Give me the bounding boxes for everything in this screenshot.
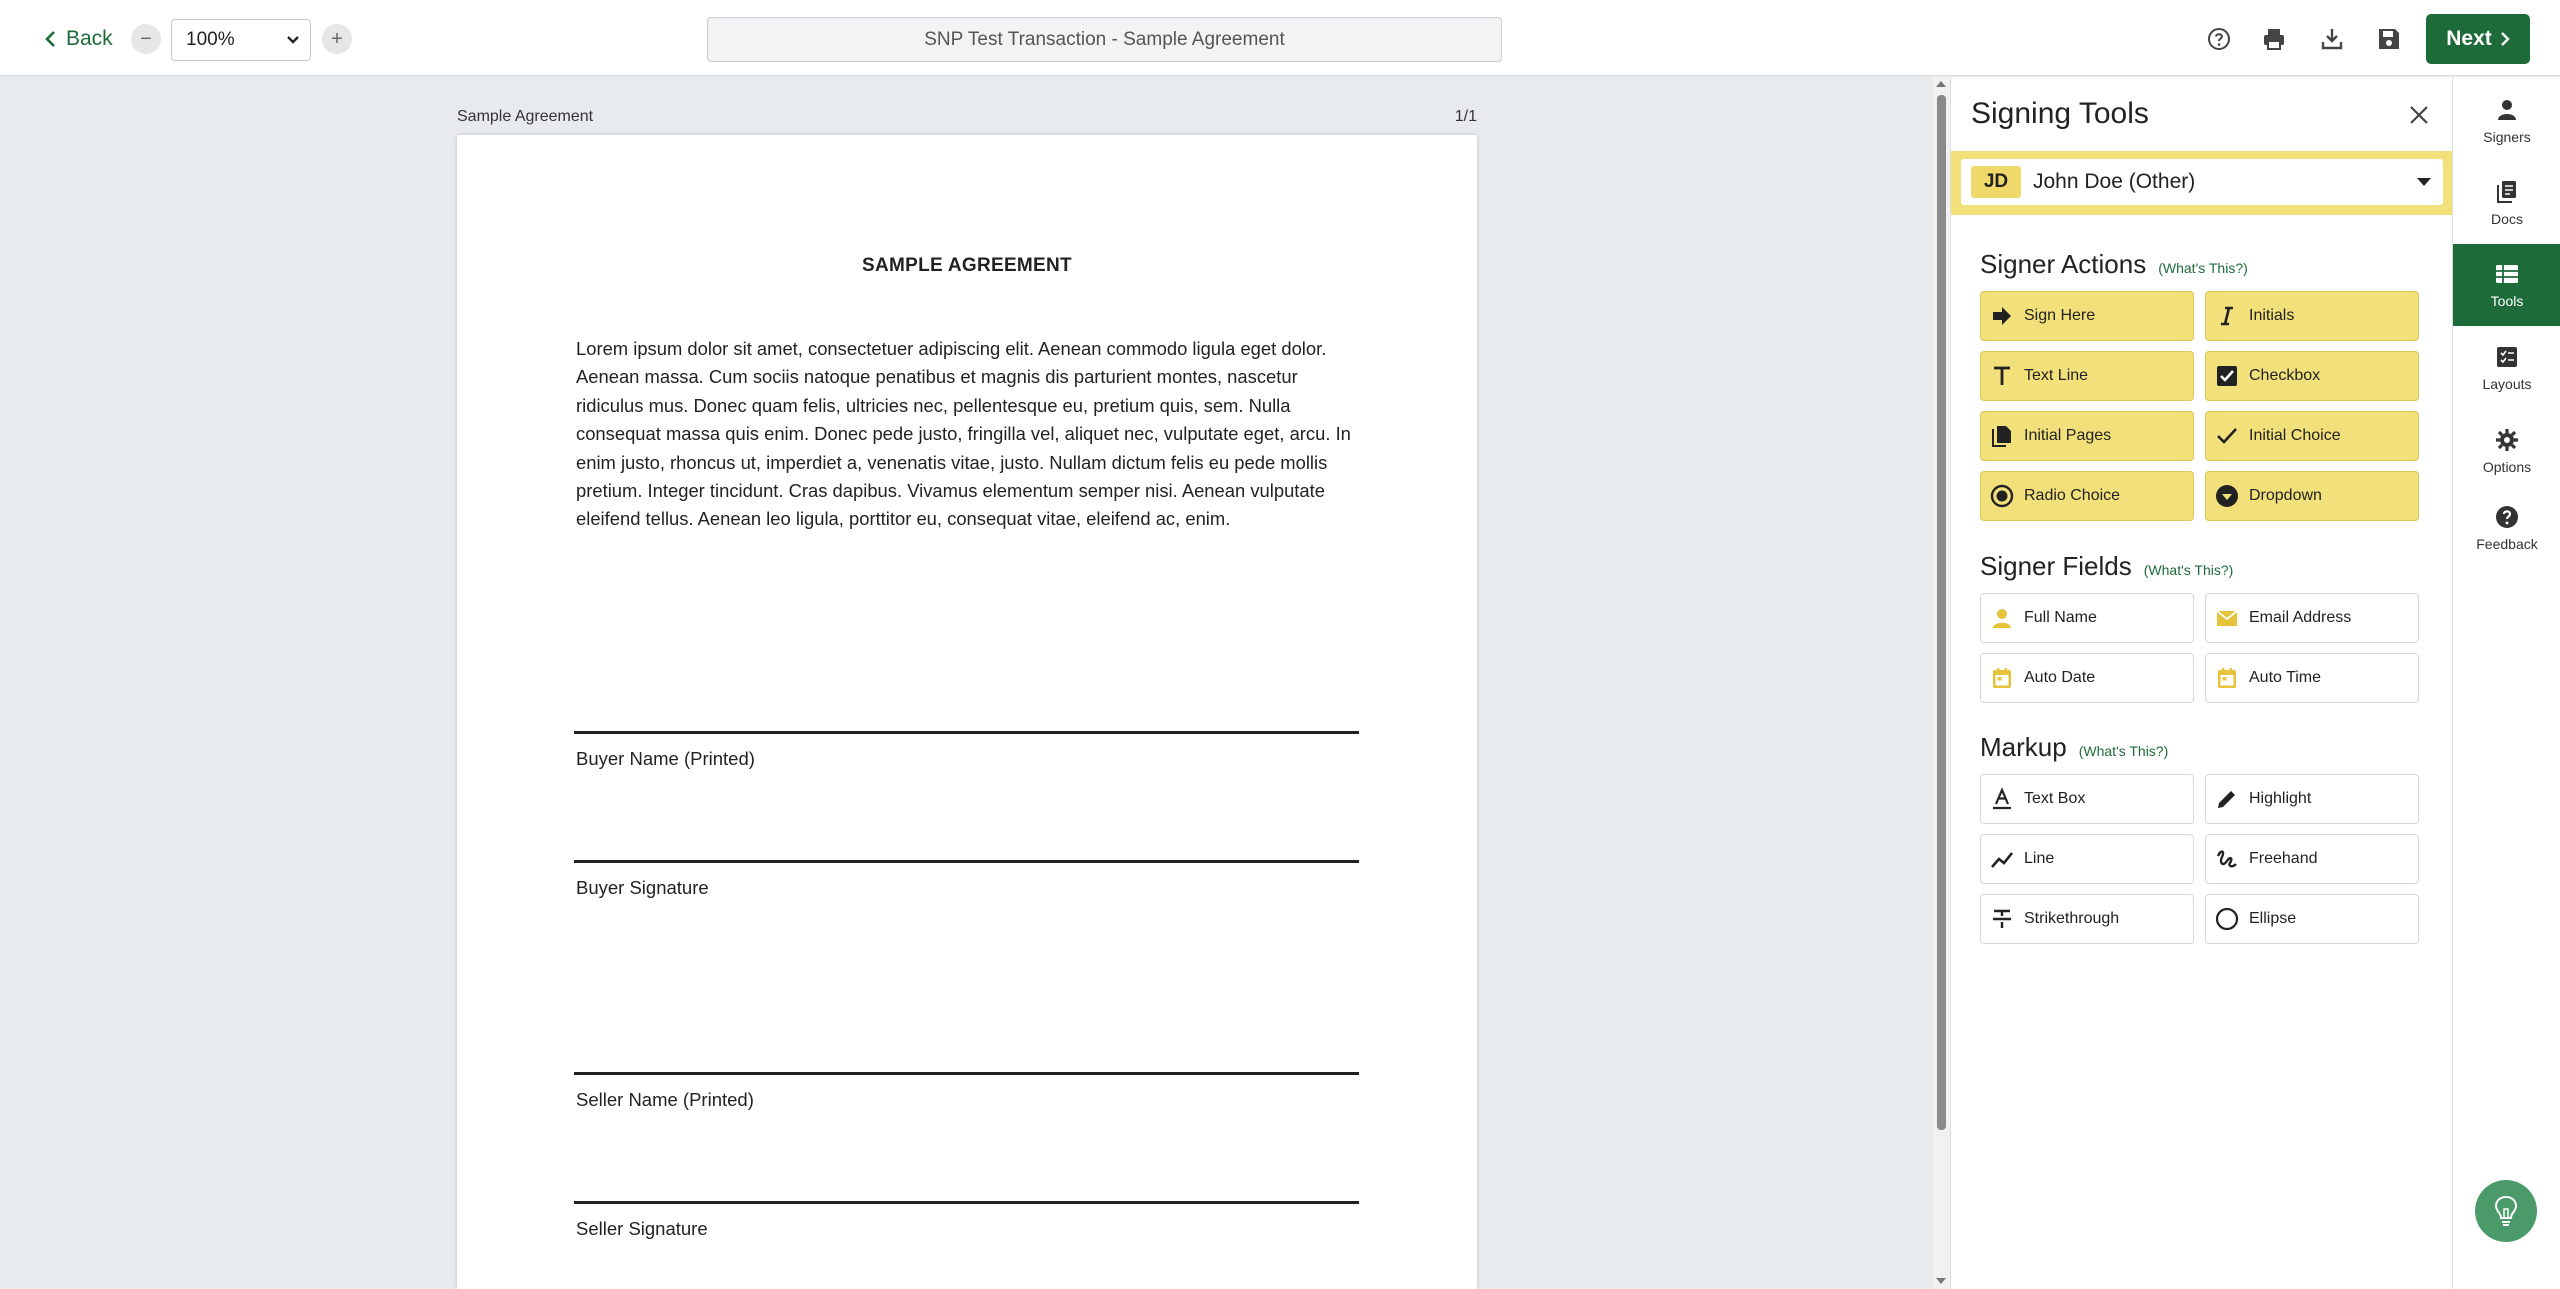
rail-item-signers[interactable] bbox=[2453, 80, 2560, 162]
seller-signature-label: Seller Signature bbox=[576, 1218, 708, 1239]
line-chart-icon bbox=[1990, 847, 2014, 871]
page-title: SAMPLE AGREEMENT bbox=[862, 255, 1072, 276]
zoom-in-button[interactable] bbox=[322, 24, 352, 54]
right-nav-rail bbox=[2452, 77, 2560, 1289]
page-body-text: Lorem ipsum dolor sit amet, consectetuer adipiscing elit. Aenean commodo ligula eget dolor. Aenean massa. Cum sociis natoque penatibus et magnis dis parturient montes, nascetur ridiculus mus. Donec quam felis, ultricies nec, pellentesque eu, pretium quis, sem. Nulla consequat massa quis enim. Donec pede justo, fringilla vel, aliquet nec, vulputate eget, arcu. In enim justo, rhoncus ut, imperdiet a, venenatis vitae, justo. Nullam dictum felis eu pede mollis pretium. Integer tincidunt. Cras dapibus. Vivamus elementum semper nisi. Aenean vulputate eleifend tellus. Aenean leo ligula, porttitor eu, consequat vitae, eleifend ac, enim. bbox=[576, 338, 1351, 530]
rail-label: Layouts bbox=[2482, 376, 2532, 392]
signature-line bbox=[574, 731, 1359, 734]
tool-label: Text Line bbox=[2024, 367, 2089, 384]
tool-label: Line bbox=[2024, 850, 2055, 867]
tool-label: Text Box bbox=[2024, 790, 2086, 807]
line-button[interactable] bbox=[1980, 834, 2194, 884]
download-icon[interactable] bbox=[2315, 22, 2349, 56]
email-address-button[interactable] bbox=[2205, 593, 2419, 643]
signature-line bbox=[574, 1072, 1359, 1075]
calendar-clock-icon bbox=[2215, 666, 2239, 690]
layouts-icon bbox=[2494, 344, 2520, 370]
tool-label: Email Address bbox=[2249, 609, 2352, 626]
assistant-bulb-button[interactable] bbox=[2475, 1180, 2537, 1242]
rail-label: Signers bbox=[2483, 129, 2531, 145]
dropdown-button[interactable] bbox=[2205, 471, 2419, 521]
user-icon bbox=[2494, 97, 2520, 123]
text-box-icon bbox=[1990, 787, 2014, 811]
seller-name-label: Seller Name (Printed) bbox=[576, 1089, 754, 1110]
top-toolbar bbox=[0, 0, 2560, 76]
caret-down-icon bbox=[2417, 178, 2431, 186]
pencil-icon bbox=[2215, 787, 2239, 811]
zoom-out-button[interactable] bbox=[131, 24, 161, 54]
signature-line bbox=[574, 1201, 1359, 1204]
panel-title: Signing Tools bbox=[1971, 97, 2149, 130]
grid-list-icon bbox=[2494, 261, 2520, 287]
tool-label: Radio Choice bbox=[2024, 487, 2121, 504]
whats-this-link[interactable]: (What's This?) bbox=[2143, 562, 2234, 578]
document-title: SNP Test Transaction - Sample Agreement bbox=[924, 28, 1285, 50]
arrow-right-icon bbox=[1990, 304, 2014, 328]
text-line-button[interactable] bbox=[1980, 351, 2194, 401]
tool-label: Ellipse bbox=[2249, 910, 2297, 927]
full-name-button[interactable] bbox=[1980, 593, 2194, 643]
tool-label: Initials bbox=[2249, 307, 2295, 324]
auto-time-button[interactable] bbox=[2205, 653, 2419, 703]
signing-tools-panel bbox=[1950, 77, 2452, 1289]
page-indicator: 1/1 bbox=[1454, 108, 1477, 125]
squiggle-icon bbox=[2215, 847, 2239, 871]
tool-label: Strikethrough bbox=[2024, 910, 2120, 927]
section-title: Signer Fields bbox=[1980, 551, 2132, 581]
document-page[interactable] bbox=[457, 135, 1477, 1289]
section-title: Signer Actions bbox=[1980, 249, 2147, 279]
rail-item-layouts[interactable] bbox=[2453, 327, 2560, 409]
documents-icon bbox=[2494, 179, 2520, 205]
minus-icon: − bbox=[140, 27, 152, 50]
tool-label: Dropdown bbox=[2249, 487, 2322, 504]
rail-item-feedback[interactable] bbox=[2453, 487, 2560, 569]
text-box-button[interactable] bbox=[1980, 774, 2194, 824]
envelope-icon bbox=[2215, 606, 2239, 630]
gear-icon bbox=[2494, 427, 2520, 453]
chevron-right-icon bbox=[2500, 31, 2510, 47]
whats-this-link[interactable]: (What's This?) bbox=[2078, 743, 2169, 759]
buyer-name-label: Buyer Name (Printed) bbox=[576, 748, 755, 769]
back-label: Back bbox=[66, 27, 113, 50]
italic-i-icon bbox=[2215, 304, 2239, 328]
strikethrough-button[interactable] bbox=[1980, 894, 2194, 944]
strikethrough-icon bbox=[1990, 907, 2014, 931]
ellipse-button[interactable] bbox=[2205, 894, 2419, 944]
tool-label: Initial Pages bbox=[2024, 427, 2112, 444]
initial-pages-button[interactable] bbox=[1980, 411, 2194, 461]
scroll-down-arrow-icon[interactable] bbox=[1936, 1278, 1946, 1284]
tool-label: Checkbox bbox=[2249, 367, 2321, 384]
document-name: Sample Agreement bbox=[457, 108, 594, 125]
zoom-value: 100% bbox=[186, 29, 235, 50]
tool-label: Initial Choice bbox=[2249, 427, 2341, 444]
signer-dropdown[interactable] bbox=[1961, 159, 2443, 205]
tool-label: Auto Time bbox=[2249, 669, 2322, 686]
radio-icon bbox=[1990, 484, 2014, 508]
check-icon bbox=[2215, 424, 2239, 448]
radio-choice-button[interactable] bbox=[1980, 471, 2194, 521]
rail-item-tools[interactable] bbox=[2453, 244, 2560, 326]
signer-initials-badge: JD bbox=[1971, 166, 2021, 198]
scroll-thumb[interactable] bbox=[1937, 95, 1946, 1130]
dropdown-circle-icon bbox=[2215, 484, 2239, 508]
tool-label: Freehand bbox=[2249, 850, 2318, 867]
tool-label: Auto Date bbox=[2024, 669, 2096, 686]
whats-this-link[interactable]: (What's This?) bbox=[2158, 260, 2248, 276]
question-circle-icon bbox=[2494, 504, 2520, 530]
next-button[interactable] bbox=[2426, 14, 2530, 64]
rail-label: Tools bbox=[2490, 293, 2524, 309]
text-t-icon bbox=[1990, 364, 2014, 388]
signer-selector-strip bbox=[1951, 151, 2453, 215]
chevron-down-icon bbox=[286, 35, 300, 45]
save-icon[interactable] bbox=[2372, 22, 2406, 56]
signer-name: John Doe (Other) bbox=[2033, 170, 2196, 193]
plus-icon: + bbox=[331, 27, 343, 50]
rail-label: Docs bbox=[2491, 211, 2523, 227]
tool-label: Highlight bbox=[2249, 790, 2312, 807]
chevron-left-icon bbox=[44, 30, 58, 48]
freehand-button[interactable] bbox=[2205, 834, 2419, 884]
auto-date-button[interactable] bbox=[1980, 653, 2194, 703]
highlight-button[interactable] bbox=[2205, 774, 2419, 824]
rail-item-docs[interactable] bbox=[2453, 162, 2560, 244]
document-title-field[interactable] bbox=[707, 17, 1502, 62]
signer-fields-heading bbox=[1980, 551, 2233, 582]
markup-heading bbox=[1980, 732, 2168, 763]
checkbox-icon bbox=[2215, 364, 2239, 388]
rail-item-options[interactable] bbox=[2453, 410, 2560, 492]
rail-label: Options bbox=[2482, 459, 2532, 475]
calendar-icon bbox=[1990, 666, 2014, 690]
tool-label: Sign Here bbox=[2024, 307, 2096, 324]
initial-choice-button[interactable] bbox=[2205, 411, 2419, 461]
section-title: Markup bbox=[1980, 732, 2067, 762]
circle-icon bbox=[2215, 907, 2239, 931]
signature-line bbox=[574, 860, 1359, 863]
next-label: Next bbox=[2446, 27, 2492, 50]
signer-actions-heading bbox=[1980, 249, 2248, 280]
checkbox-button[interactable] bbox=[2205, 351, 2419, 401]
back-button[interactable] bbox=[44, 22, 113, 56]
pages-icon bbox=[1990, 424, 2014, 448]
rail-label: Feedback bbox=[2476, 536, 2538, 552]
tool-label: Full Name bbox=[2024, 609, 2097, 626]
close-icon[interactable] bbox=[2405, 101, 2433, 129]
print-icon[interactable] bbox=[2257, 22, 2291, 56]
sign-here-button[interactable] bbox=[1980, 291, 2194, 341]
user-icon bbox=[1990, 606, 2014, 630]
scroll-up-arrow-icon[interactable] bbox=[1936, 81, 1946, 87]
lightbulb-icon bbox=[2491, 1194, 2521, 1228]
zoom-select[interactable] bbox=[171, 19, 311, 61]
initials-button[interactable] bbox=[2205, 291, 2419, 341]
help-icon[interactable] bbox=[2202, 22, 2236, 56]
document-scrollbar[interactable] bbox=[1933, 77, 1950, 1289]
buyer-signature-label: Buyer Signature bbox=[576, 877, 709, 898]
